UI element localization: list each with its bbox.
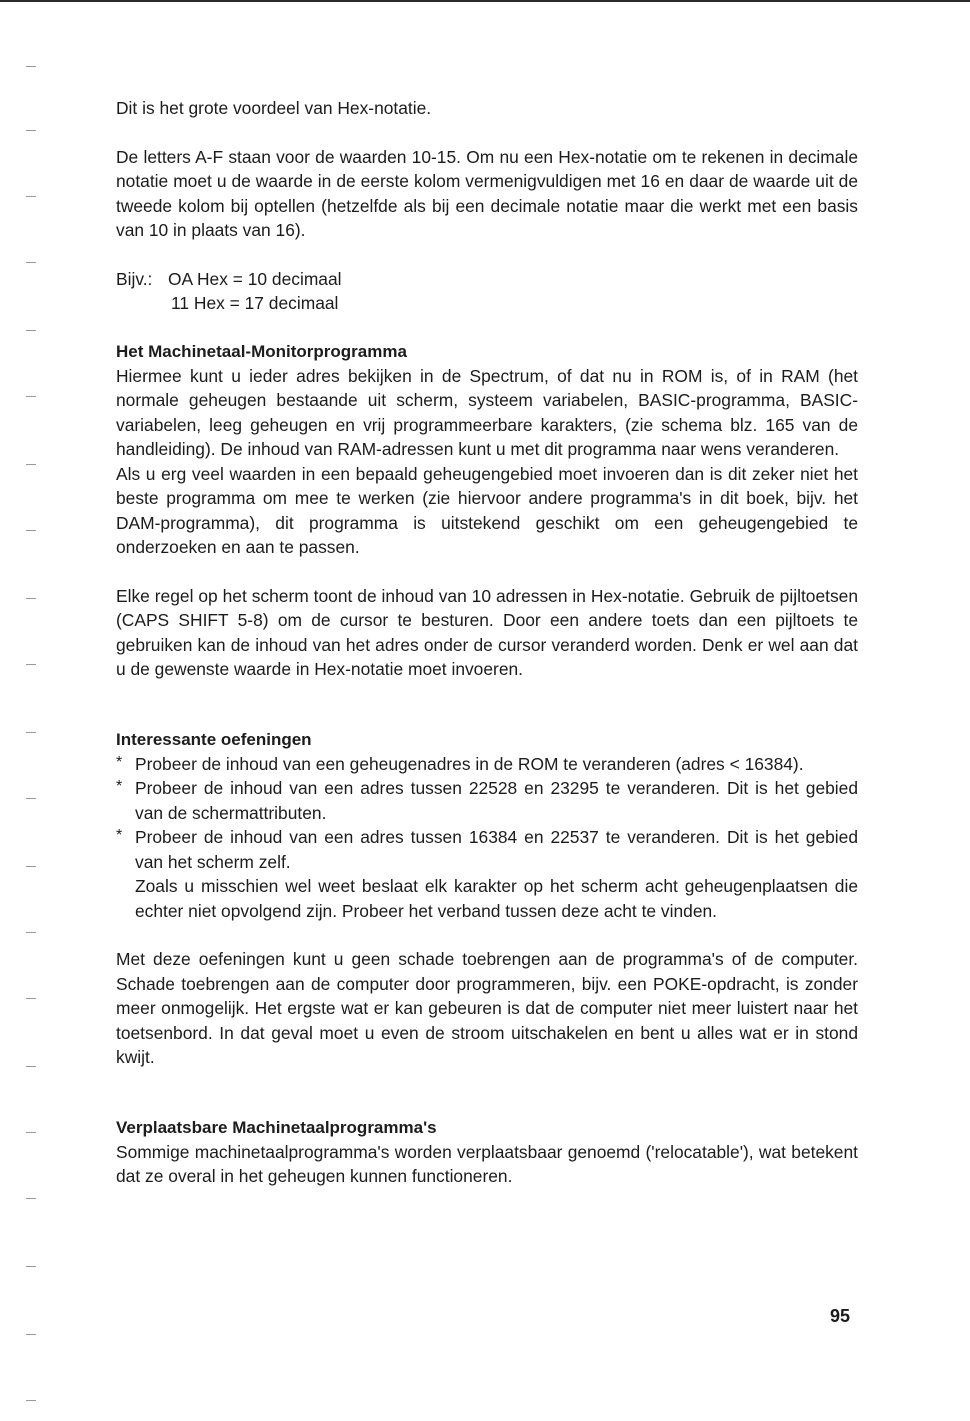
- list-item-text: Probeer de inhoud van een adres tussen 22528 en 23295 te veranderen. Dit is het gebied van de schermattributen.: [135, 778, 858, 823]
- monitor-paragraph: Elke regel op het scherm toont de inhoud van 10 adressen in Hex-notatie. Gebruik de pijltoetsen (CAPS SHIFT 5-8) om de cursor te besturen. Door een andere toets dan een pijltoets te gebruiken kan de inhoud van het adres onder de cursor veranderd worden. Denk er wel aan dat u de gewenste waarde in Hex-notatie moet invoeren.: [116, 585, 858, 679]
- margin-tick: [26, 1132, 36, 1133]
- example-line: OA Hex = 10 decimaal: [168, 268, 342, 289]
- relocatable-paragraph: Sommige machinetaalprogramma's worden verplaatsbaar genoemd ('relocatable'), wat betekent dat ze overal in het geheugen kunnen functioneren.: [116, 1141, 858, 1186]
- bullet-continuation: Zoals u misschien wel weet beslaat elk karakter op het scherm acht geheugenplaatsen die echter niet opvolgend zijn. Probeer het verband tussen deze acht te vinden.: [135, 876, 858, 921]
- margin-tick: [26, 1400, 36, 1401]
- bullet-marker: *: [116, 778, 123, 795]
- top-rule: [0, 0, 970, 2]
- bullet-marker: *: [116, 753, 123, 771]
- margin-tick: [26, 330, 36, 331]
- margin-tick: [26, 1334, 36, 1335]
- monitor-paragraph: Als u erg veel waarden in een bepaald geheugengebied moet invoeren dan is dit zeker niet het beste programma om mee te werken (zie hiervoor andere programma's in dit boek, bijv. het DAM-programma), dit programma is uitstekend geschikt om een geheugengebied te onderzoeken en aan te passen.: [116, 463, 858, 557]
- section-heading-exercises: Interessante oefeningen: [116, 729, 312, 749]
- monitor-paragraph: Hiermee kunt u ieder adres bekijken in de Spectrum, of dat nu in ROM is, of in RAM (het normale geheugen bestaande uit scherm, systeem variabelen, BASIC-programma, BASIC-variabelen, leeg geheugen en vrij programmeerbare karakters, (zie schema blz. 165 van de handleiding). De inhoud van RAM-adressen kunt u met dit programma naar wens veranderen.: [116, 365, 858, 459]
- list-item: [116, 825, 858, 874]
- list-item-text: Probeer de inhoud van een adres tussen 16384 en 22537 te veranderen. Dit is het gebied van het scherm zelf.: [135, 827, 858, 872]
- example-line: 11 Hex = 17 decimaal: [171, 293, 339, 313]
- section-heading-monitor: Het Machinetaal-Monitorprogramma: [116, 341, 407, 361]
- margin-tick: [26, 396, 36, 397]
- margin-tick: [26, 598, 36, 599]
- margin-tick: [26, 664, 36, 665]
- section-heading-relocatable: Verplaatsbare Machinetaalprogramma's: [116, 1117, 437, 1137]
- page-number: 95: [830, 1306, 851, 1326]
- margin-tick: [26, 196, 36, 197]
- list-item: [116, 776, 858, 825]
- margin-tick: [26, 464, 36, 465]
- margin-tick: [26, 66, 36, 67]
- hex-example: [116, 267, 858, 316]
- margin-tick: [26, 732, 36, 733]
- list-item: [116, 752, 858, 777]
- list-item-text: Probeer de inhoud van een geheugenadres in de ROM te veranderen (adres < 16384).: [135, 753, 804, 774]
- margin-tick: [26, 530, 36, 531]
- closing-paragraph: Met deze oefeningen kunt u geen schade toebrengen aan de programma's of de computer. Schade toebrengen aan de computer door programmeren, bijv. een POKE-opdracht, is zonder meer onmogelijk. Het ergste wat er kan gebeuren is dat de computer niet meer luistert naar het toetsenbord. In dat geval moet u even de stroom uitschakelen en bent u alles wat er in stond kwijt.: [116, 949, 858, 1067]
- margin-tick: [26, 932, 36, 933]
- example-label: Bijv.:: [116, 268, 153, 289]
- exercise-list: [116, 752, 858, 875]
- margin-tick: [26, 1198, 36, 1199]
- intro-paragraph: Dit is het grote voordeel van Hex-notatie.: [116, 98, 432, 118]
- margin-tick: [26, 1266, 36, 1267]
- margin-tick: [26, 998, 36, 999]
- page-body: [116, 96, 858, 1189]
- margin-tick: [26, 798, 36, 799]
- margin-tick: [26, 262, 36, 263]
- margin-tick: [26, 866, 36, 867]
- hex-explanation-paragraph: De letters A-F staan voor de waarden 10-15. Om nu een Hex-notatie om te rekenen in decimale notatie moet u de waarde in de eerste kolom vermenigvuldigen met 16 en daar de waarde uit de tweede kolom bij optellen (hetzelfde als bij een decimale notatie maar die werkt met een basis van 10 in plaats van 16).: [116, 146, 858, 240]
- margin-tick: [26, 1066, 36, 1067]
- bullet-marker: *: [116, 827, 123, 844]
- margin-tick: [26, 130, 36, 131]
